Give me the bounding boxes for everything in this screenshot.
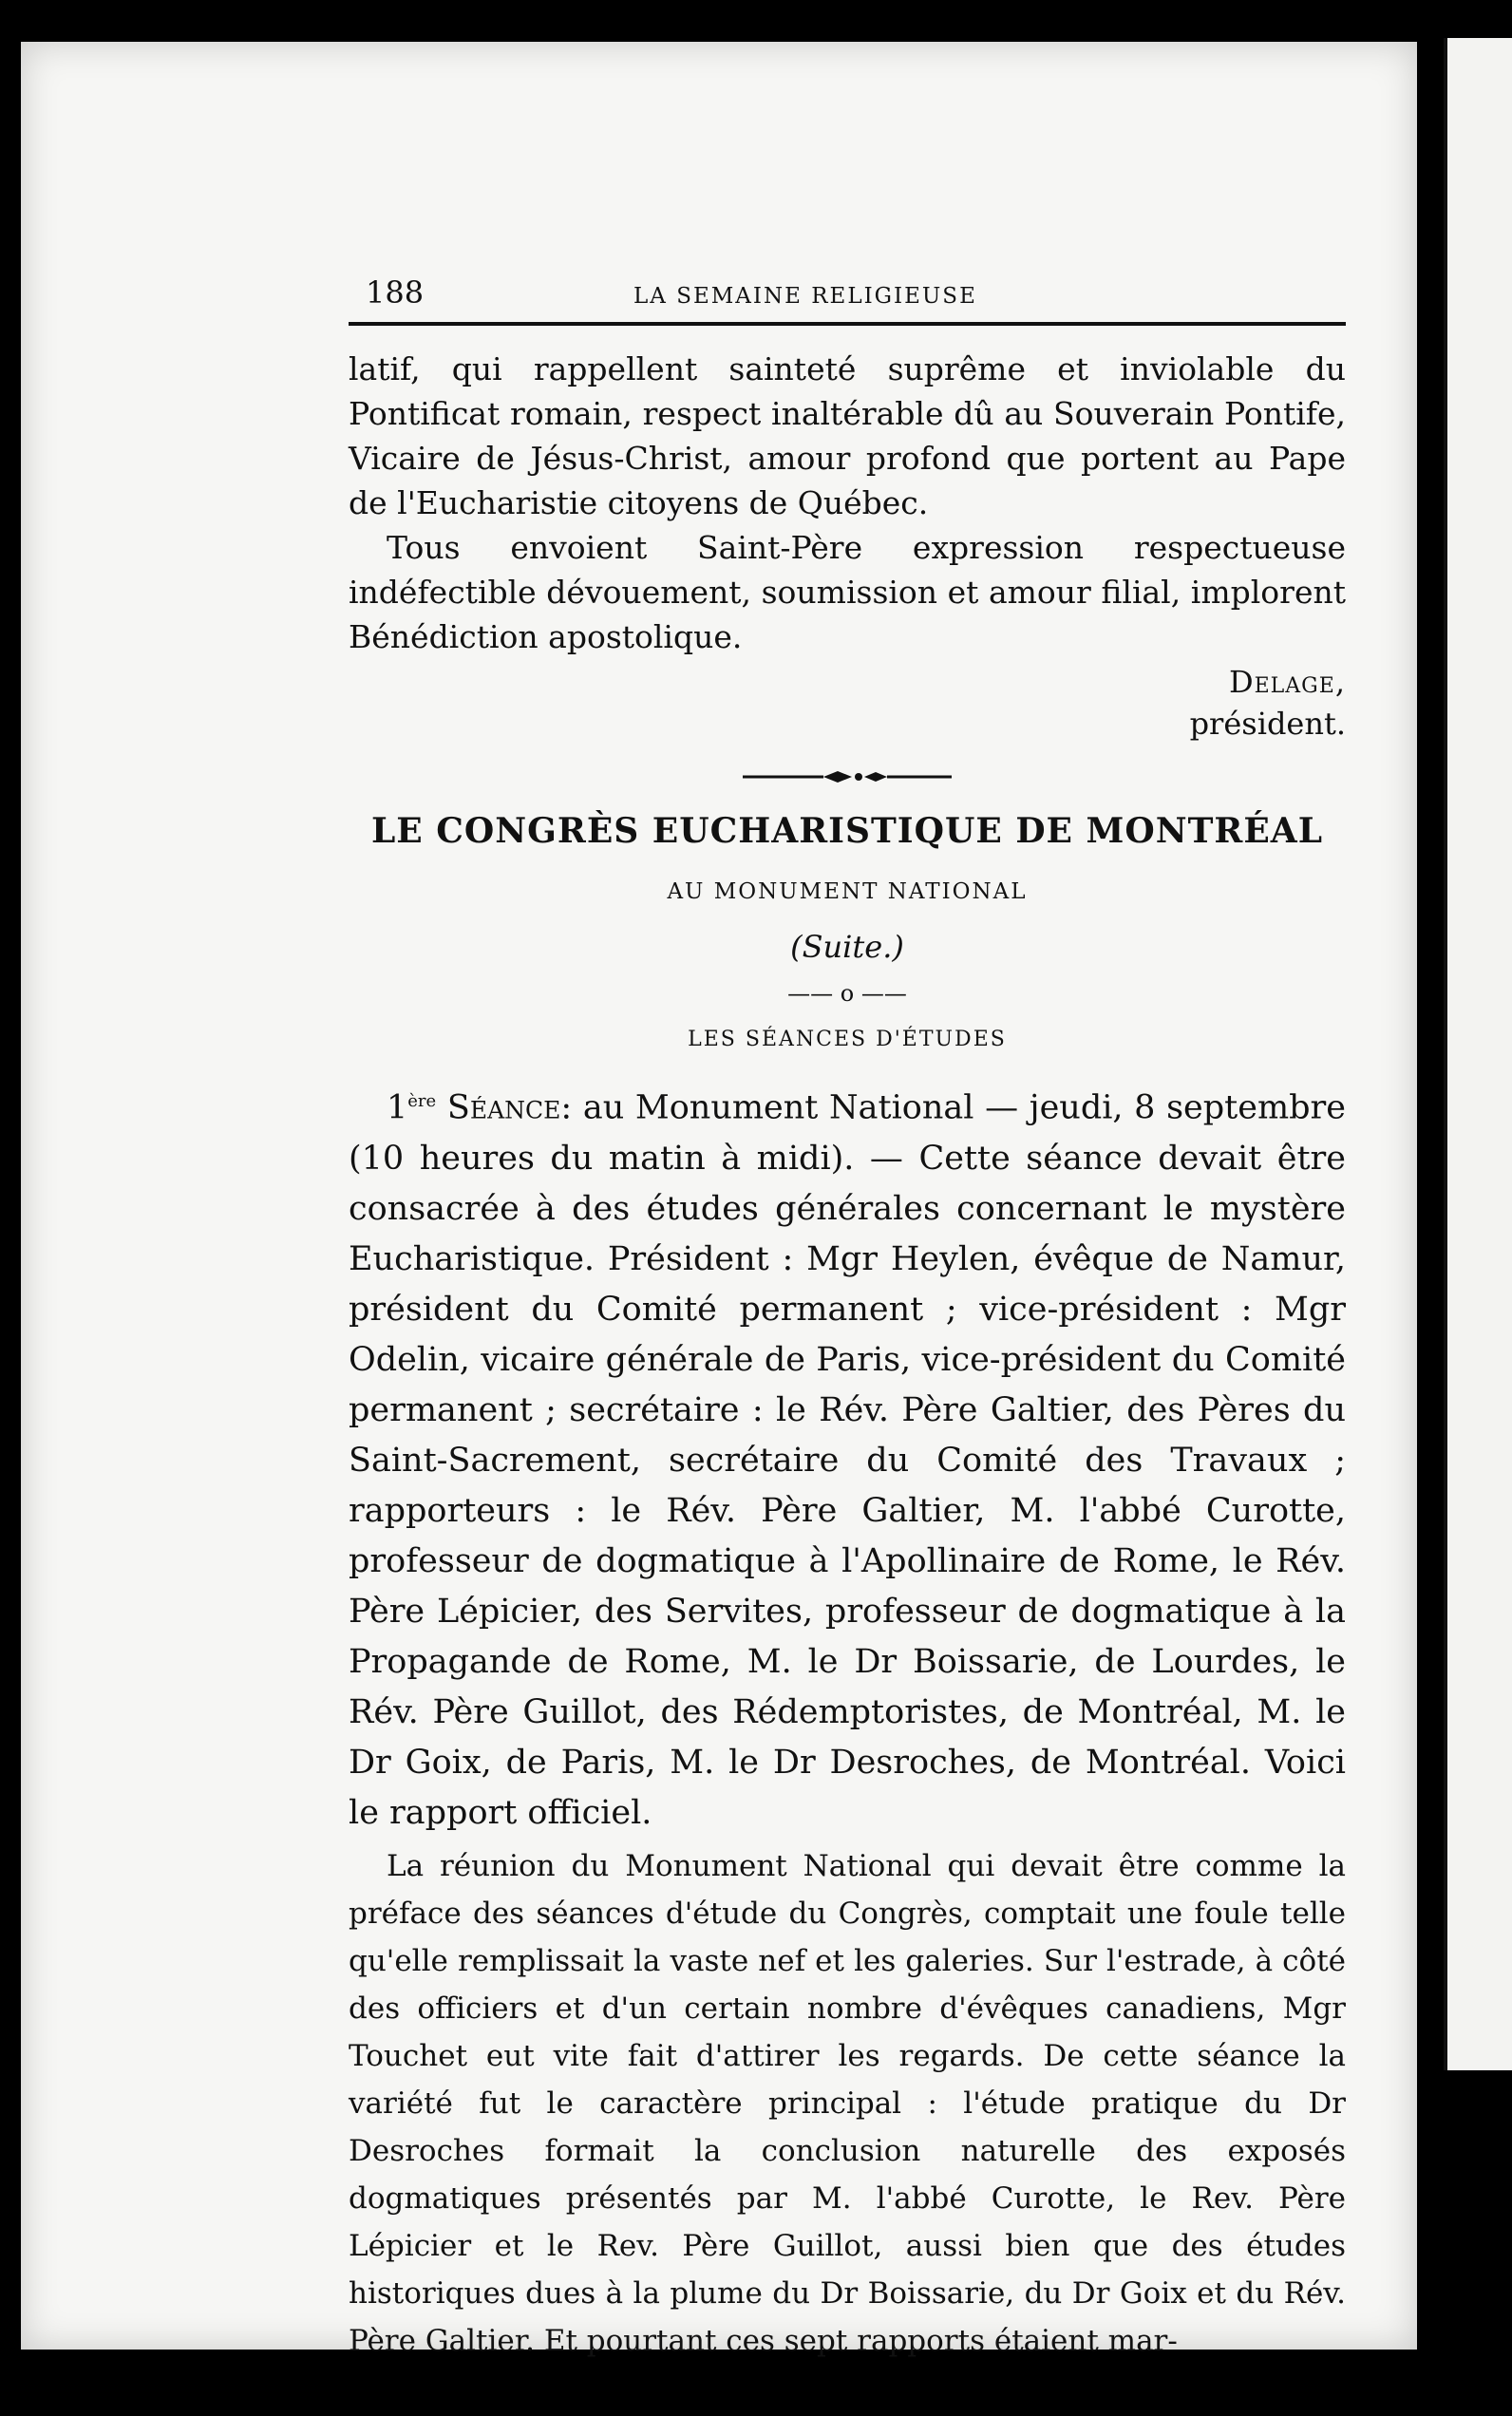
telegram-paragraph-2: Tous envoient Saint-Père expression respectueuse indéfectible dévouement, soumission et amour filial, implorent Bénédiction apostolique. (349, 529, 1346, 655)
seance-superscript: ère (407, 1091, 437, 1111)
page-number: 188 (366, 274, 425, 311)
subsection-title: LES SÉANCES D'ÉTUDES (688, 1028, 1007, 1051)
page-content (349, 246, 1346, 2365)
separator: —— o —— (787, 980, 907, 1007)
seance-label: Séance (446, 1088, 561, 1127)
article-title: LE CONGRÈS EUCHARISTIQUE DE MONTRÉAL (370, 811, 1324, 851)
telegram-paragraph-1: latif, qui rappellent sainteté suprême et inviolable du Pontificat romain, respect inaltérable dû au Souverain Pontife, Vicaire de Jésus-Christ, amour profond que portent au Pape de l'Eucharistie citoyens de Québec. (349, 350, 1346, 521)
book-page (21, 42, 1417, 2358)
seance-text: : au Monument National — jeudi, 8 septembre (10 heures du matin à midi). — Cette séance devait être consacrée à des études générales concernant le mystère Eucharistique. Président : Mgr Heylen, évêque de Namur, président du Comité permanent ; vice-président : Mgr Odelin, vicaire générale de Paris, vice-président du Comité permanent ; secrétaire : le Rév. Père Galtier, des Pères du Saint-Sacrement, secrétaire du Comité des Travaux ; rapporteurs : le Rév. Père Galtier, M. l'abbé Curotte, professeur de dogmatique à l'Apollinaire de Rome, le Rév. Père Lépicier, des Servites, professeur de dogmatique à la Propagande de Rome, M. le Dr Boissarie, de Lourdes, le Rév. Père Guillot, des Rédemptoristes, de Montréal, M. le Dr Goix, de Paris, M. le Dr Desroches, de Montréal. Voici le rapport officiel. (349, 1088, 1346, 1832)
seance-number: 1 (387, 1088, 408, 1127)
signature-title: président. (1189, 706, 1346, 742)
ornamental-rule-icon (349, 765, 1346, 794)
report-paragraph: La réunion du Monument National qui devait être comme la préface des séances d'étude du Congrès, comptait une foule telle qu'elle remplissait la vaste nef et les galeries. Sur l'estrade, à côté des officiers et d'un certain nombre d'évêques canadiens, Mgr Touchet eut vite fait d'attirer les regards. De cette séance la variété fut le caractère principal : l'étude pratique du Dr Desroches formait la conclusion naturelle des exposés dogmatiques présentés par M. l'abbé Curotte, le Rev. Père Lépicier et le Rev. Père Guillot, aussi bien que des études historiques dues à la plume du Dr Boissarie, du Dr Goix et du Rév. Père Galtier. Et pourtant ces sept rapports étaient mar- (349, 1848, 1346, 2358)
article-subtitle: AU MONUMENT NATIONAL (667, 879, 1028, 904)
seance-paragraph (349, 1076, 1346, 1839)
running-title: LA SEMAINE RELIGIEUSE (633, 284, 977, 309)
adjacent-page-edge (1444, 38, 1512, 2070)
page-header (349, 246, 1346, 326)
article-suite: (Suite.) (790, 929, 904, 965)
signature-name: Delage, (1228, 664, 1346, 700)
signature (349, 661, 1346, 745)
